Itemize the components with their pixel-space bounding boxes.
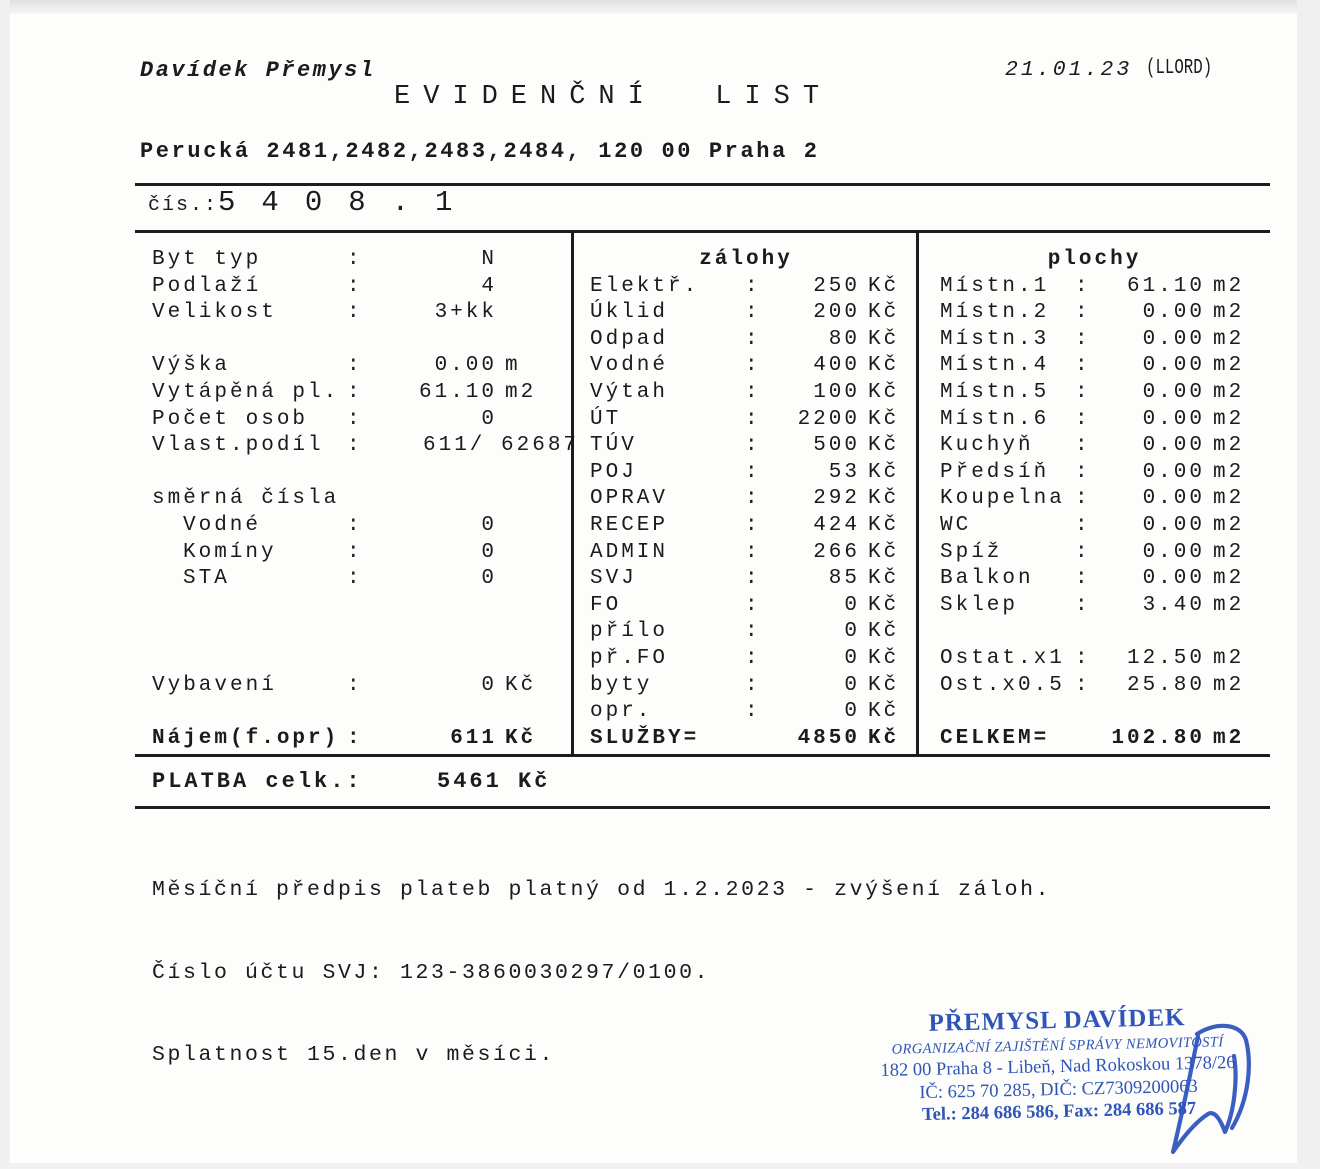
- row-label: Výtah: [590, 380, 669, 404]
- table-row: [940, 380, 1249, 407]
- advances-column: [572, 237, 918, 752]
- row-unit: m2: [1213, 567, 1245, 591]
- row-value: 0.00: [1142, 513, 1205, 537]
- table-row: [940, 274, 1249, 301]
- row-colon: :: [1075, 327, 1091, 351]
- row-colon: :: [347, 380, 363, 404]
- table-row: [152, 726, 550, 753]
- row-colon: :: [745, 513, 761, 537]
- row-label: Výška: [152, 354, 231, 378]
- record-number: 5408.1: [218, 186, 479, 219]
- row-label: Ostat.x1: [940, 646, 1065, 670]
- table-row: [152, 300, 550, 327]
- row-label: opr.: [590, 700, 653, 724]
- row-unit: Kč: [868, 513, 900, 537]
- row-label: Vytápěná pl.: [152, 380, 340, 404]
- column-divider: [152, 460, 550, 487]
- table-row: [590, 353, 902, 380]
- row-label: Podlaží: [152, 274, 262, 298]
- table-row: [590, 433, 902, 460]
- property-address: Perucká 2481,2482,2483,2484, 120 00 Praha 2: [140, 139, 820, 164]
- row-unit: m2: [1213, 380, 1245, 404]
- row-colon: :: [745, 434, 761, 458]
- row-colon: :: [347, 567, 363, 591]
- table-row: [940, 566, 1249, 593]
- blank-row: [152, 646, 550, 673]
- row-value: 0: [481, 673, 497, 697]
- row-unit: m2: [1213, 487, 1245, 511]
- row-unit: m2: [1213, 407, 1245, 431]
- row-value: 85: [828, 567, 860, 591]
- row-unit: m2: [1213, 460, 1245, 484]
- row-label: ÚT: [590, 407, 622, 431]
- table-row: [940, 353, 1249, 380]
- row-colon: :: [347, 726, 363, 750]
- blank-row: [152, 327, 550, 354]
- column-header: plochy: [1047, 248, 1142, 271]
- row-label: Místn.4: [940, 354, 1050, 378]
- row-label: STA: [183, 567, 230, 591]
- row-unit: Kč: [868, 567, 900, 591]
- row-value: 53: [828, 460, 860, 484]
- table-row: [152, 247, 550, 274]
- table-row: [590, 566, 902, 593]
- row-colon: :: [745, 700, 761, 724]
- row-value: 424: [813, 513, 860, 537]
- row-colon: :: [745, 407, 761, 431]
- row-value: 0.00: [434, 354, 497, 378]
- row-unit: Kč: [505, 726, 537, 750]
- row-value: 0.00: [1142, 567, 1205, 591]
- table-row: [940, 486, 1249, 513]
- row-unit: m2: [1213, 673, 1245, 697]
- note-line: Splatnost 15.den v měsíci.: [152, 1043, 556, 1067]
- row-colon: :: [1075, 274, 1091, 298]
- column-header: zálohy: [699, 248, 793, 271]
- table-row: [590, 327, 902, 354]
- row-unit: m2: [1213, 593, 1245, 617]
- row-value: 3+kk: [434, 301, 497, 325]
- row-label: WC: [940, 513, 972, 537]
- row-unit: Kč: [868, 460, 900, 484]
- record-number-label: čís.:: [148, 194, 219, 217]
- table-row: [940, 300, 1249, 327]
- row-value: 0.00: [1142, 487, 1205, 511]
- row-value: 4: [481, 274, 497, 298]
- unit-details-column: [135, 237, 580, 752]
- row-label: Nájem(f.opr): [152, 726, 340, 750]
- row-colon: :: [347, 673, 363, 697]
- row-unit: m2: [1213, 301, 1245, 325]
- table-row: [590, 699, 902, 726]
- row-label: Komíny: [183, 540, 277, 564]
- row-colon: :: [1075, 646, 1091, 670]
- table-row: [940, 593, 1249, 620]
- row-colon: :: [1075, 380, 1091, 404]
- row-label: př.FO: [590, 646, 669, 670]
- row-label: SLUŽBY=: [590, 726, 700, 750]
- row-label: Počet osob: [152, 407, 309, 431]
- row-label: Vodné: [590, 354, 669, 378]
- table-row: [590, 300, 902, 327]
- document-title: EVIDENČNÍ LIST: [394, 82, 833, 112]
- row-unit: [505, 540, 550, 567]
- row-value: 0.00: [1142, 460, 1205, 484]
- row-unit: Kč: [868, 673, 900, 697]
- row-unit: [505, 274, 550, 301]
- row-colon: [1075, 726, 1091, 753]
- row-colon: :: [1075, 354, 1091, 378]
- row-value: 80: [828, 327, 860, 351]
- row-label: SVJ: [590, 567, 637, 591]
- row-value: 0: [844, 620, 860, 644]
- row-colon: :: [745, 673, 761, 697]
- stamp-name: PŘEMYSL DAVÍDEK: [928, 1004, 1186, 1037]
- note-line: Číslo účtu SVJ: 123-3860030297/0100.: [152, 960, 711, 985]
- row-value: 611: [450, 726, 497, 750]
- row-label: FO: [590, 593, 622, 617]
- row-unit: [505, 566, 550, 593]
- row-unit: [505, 513, 550, 540]
- row-unit: Kč: [868, 646, 900, 670]
- areas-column: [918, 237, 1270, 752]
- row-unit: [505, 300, 550, 327]
- table-row: [940, 646, 1249, 673]
- row-colon: :: [1075, 301, 1091, 325]
- table-row: [152, 380, 550, 407]
- divider: [135, 806, 1270, 809]
- row-colon: [745, 726, 761, 753]
- row-colon: :: [1075, 513, 1091, 537]
- row-value: 0: [481, 567, 497, 591]
- table-row: [590, 486, 902, 513]
- row-value: 61.10: [1126, 274, 1205, 298]
- row-label: Byt typ: [152, 248, 262, 271]
- row-colon: :: [1075, 460, 1091, 484]
- row-unit: Kč: [505, 673, 537, 697]
- scan-edge-top: [0, 0, 1320, 14]
- row-colon: :: [347, 407, 363, 431]
- row-colon: :: [347, 540, 363, 564]
- row-value: 0: [844, 593, 860, 617]
- table-row: [152, 407, 550, 434]
- payment-total-value: 5461 Kč: [437, 769, 551, 794]
- row-label: Místn.6: [940, 407, 1050, 431]
- table-row: [940, 726, 1249, 753]
- note-line: Měsíční předpis plateb platný od 1.2.2023 - zvýšení záloh.: [152, 878, 1052, 902]
- row-label: Vlast.podíl: [152, 434, 324, 458]
- table-row: [940, 540, 1249, 567]
- row-value: 102.80: [1111, 726, 1205, 750]
- row-unit: Kč: [868, 407, 900, 431]
- row-unit: Kč: [868, 726, 900, 750]
- row-value: 2200: [797, 407, 860, 431]
- row-label: Úklid: [590, 301, 669, 325]
- table-row: [590, 380, 902, 407]
- table-row: [940, 433, 1249, 460]
- row-colon: :: [347, 274, 363, 298]
- row-unit: m2: [1213, 327, 1245, 351]
- landlord-tag: (LLORD): [1146, 57, 1213, 80]
- table-row: [590, 460, 902, 487]
- row-colon: :: [745, 354, 761, 378]
- row-value: 0.00: [1142, 407, 1205, 431]
- row-label: Místn.5: [940, 380, 1050, 404]
- row-value: 292: [813, 487, 860, 511]
- payment-total-label: PLATBA celk.:: [152, 769, 363, 794]
- payment-total-row: [152, 769, 550, 794]
- row-unit: Kč: [868, 434, 900, 458]
- row-label: Vybavení: [152, 673, 277, 697]
- stamp-registration: IČ: 625 70 285, DIČ: CZ7309200063: [919, 1076, 1199, 1103]
- row-unit: Kč: [868, 593, 900, 617]
- row-value: 0.00: [1142, 301, 1205, 325]
- blank-row: [940, 699, 1249, 726]
- row-label: Místn.2: [940, 301, 1050, 325]
- row-value: 250: [813, 274, 860, 298]
- row-label: Spíž: [940, 540, 1003, 564]
- stamp-subtitle: ORGANIZAČNÍ ZAJIŠTĚNÍ SPRÁVY NEMOVITOSTÍ: [891, 1034, 1224, 1058]
- row-unit: Kč: [868, 700, 900, 724]
- divider: [135, 230, 1270, 233]
- row-value: 0: [844, 646, 860, 670]
- handwritten-signature: [1120, 1016, 1280, 1166]
- table-row: [940, 513, 1249, 540]
- row-value: 4850: [797, 726, 860, 750]
- row-label: POJ: [590, 460, 637, 484]
- row-colon: :: [745, 620, 761, 644]
- row-value: 25.80: [1126, 673, 1205, 697]
- row-unit: Kč: [868, 354, 900, 378]
- row-value: 0.00: [1142, 540, 1205, 564]
- row-value: 3.40: [1142, 593, 1205, 617]
- table-row: [590, 726, 902, 753]
- row-colon: :: [745, 301, 761, 325]
- row-colon: :: [745, 646, 761, 670]
- scan-edge-left: [0, 0, 10, 1169]
- row-value: 0: [481, 407, 497, 431]
- table-row: [940, 407, 1249, 434]
- row-unit: Kč: [868, 380, 900, 404]
- row-colon: :: [745, 567, 761, 591]
- row-unit: m2: [1213, 513, 1245, 537]
- row-unit: Kč: [868, 301, 900, 325]
- row-value: N: [481, 248, 497, 271]
- row-label: ADMIN: [590, 540, 669, 564]
- table-row: [590, 619, 902, 646]
- row-unit: Kč: [868, 274, 900, 298]
- table-row: [590, 673, 902, 700]
- row-colon: :: [745, 593, 761, 617]
- row-colon: :: [1075, 487, 1091, 511]
- row-value: 0.00: [1142, 380, 1205, 404]
- row-value: 0.00: [1142, 354, 1205, 378]
- row-label: Elektř.: [590, 274, 700, 298]
- row-unit: m2: [1213, 274, 1245, 298]
- table-row: [152, 540, 550, 567]
- row-colon: :: [347, 248, 363, 271]
- row-unit: Kč: [868, 540, 900, 564]
- row-colon: :: [347, 301, 363, 325]
- row-label: TÚV: [590, 434, 637, 458]
- table-row: [590, 274, 902, 301]
- row-colon: :: [1075, 567, 1091, 591]
- row-label: CELKEM=: [940, 726, 1050, 750]
- row-label: Kuchyň: [940, 434, 1034, 458]
- row-colon: :: [347, 354, 363, 378]
- row-label: Velikost: [152, 301, 277, 325]
- row-label: Sklep: [940, 593, 1019, 617]
- row-label: Místn.1: [940, 274, 1050, 298]
- table-row: [152, 433, 580, 460]
- row-colon: :: [1075, 434, 1091, 458]
- row-value: 0.00: [1142, 327, 1205, 351]
- row-label: přílo: [590, 620, 669, 644]
- table-row: [590, 513, 902, 540]
- divider: [135, 754, 1270, 757]
- record-number-row: [148, 186, 478, 219]
- table-row: [152, 353, 550, 380]
- row-unit: m2: [1213, 540, 1245, 564]
- row-value: 0: [844, 700, 860, 724]
- row-colon: :: [1075, 540, 1091, 564]
- row-value: 266: [813, 540, 860, 564]
- table-row: [152, 513, 550, 540]
- row-label: RECEP: [590, 513, 669, 537]
- row-label: Balkon: [940, 567, 1034, 591]
- row-colon: :: [1075, 593, 1091, 617]
- row-value: 0: [844, 673, 860, 697]
- row-unit: Kč: [868, 327, 900, 351]
- row-colon: :: [347, 434, 363, 458]
- row-colon: :: [745, 487, 761, 511]
- table-row: [940, 460, 1249, 487]
- row-value: 611/ 62687: [423, 434, 580, 458]
- row-colon: :: [745, 274, 761, 298]
- row-value: 61.10: [418, 380, 497, 404]
- row-value: 0: [481, 540, 497, 564]
- row-unit: m2: [1213, 434, 1245, 458]
- row-colon: :: [1075, 673, 1091, 697]
- blank-row: [152, 619, 550, 646]
- row-unit: [505, 407, 550, 434]
- document-owner: Davídek Přemysl: [140, 58, 376, 83]
- column-divider: [152, 593, 550, 620]
- row-label: Místn.3: [940, 327, 1050, 351]
- table-row: [590, 407, 902, 434]
- table-row: [152, 566, 550, 593]
- row-value: 400: [813, 354, 860, 378]
- row-colon: :: [745, 460, 761, 484]
- row-unit: m2: [1213, 354, 1245, 378]
- row-unit: m2: [1213, 646, 1245, 670]
- row-colon: :: [347, 513, 363, 537]
- table-row: [590, 593, 902, 620]
- stamp-address: 182 00 Praha 8 - Libeň, Nad Rokoskou 1378/26: [880, 1052, 1236, 1082]
- stamp-phone: Tel.: 284 686 586, Fax: 284 686 587: [921, 1098, 1197, 1126]
- row-colon: :: [745, 380, 761, 404]
- row-label: Vodné: [183, 513, 262, 537]
- row-value: 12.50: [1126, 646, 1205, 670]
- row-label: Předsíň: [940, 460, 1050, 484]
- scan-edge-bottom: [0, 1163, 1320, 1169]
- row-label: Koupelna: [940, 487, 1065, 511]
- blank-row: [152, 699, 550, 726]
- row-unit: Kč: [868, 620, 900, 644]
- row-unit: m2: [505, 380, 537, 404]
- scan-edge-right: [1297, 0, 1320, 1169]
- row-colon: :: [745, 540, 761, 564]
- row-unit: m2: [1213, 726, 1245, 750]
- table-row: [152, 274, 550, 301]
- table-row: [590, 540, 902, 567]
- row-unit: m: [505, 354, 521, 378]
- row-label: byty: [590, 673, 653, 697]
- row-unit: [505, 247, 550, 274]
- row-colon: :: [745, 327, 761, 351]
- row-label: Ost.x0.5: [940, 673, 1065, 697]
- row-unit: Kč: [868, 487, 900, 511]
- blank-row: [940, 619, 1249, 646]
- row-label: Odpad: [590, 327, 669, 351]
- row-value: 0: [481, 513, 497, 537]
- row-value: 200: [813, 301, 860, 325]
- document-date: 21.01.23: [1005, 58, 1133, 82]
- row-colon: :: [1075, 407, 1091, 431]
- row-label: OPRAV: [590, 487, 669, 511]
- row-value: 0.00: [1142, 434, 1205, 458]
- row-value: 500: [813, 434, 860, 458]
- table-row: [152, 673, 550, 700]
- table-row: [590, 646, 902, 673]
- section-label: směrná čísla: [152, 487, 340, 511]
- table-row: [940, 673, 1249, 700]
- table-row: [940, 327, 1249, 354]
- row-value: 100: [813, 380, 860, 404]
